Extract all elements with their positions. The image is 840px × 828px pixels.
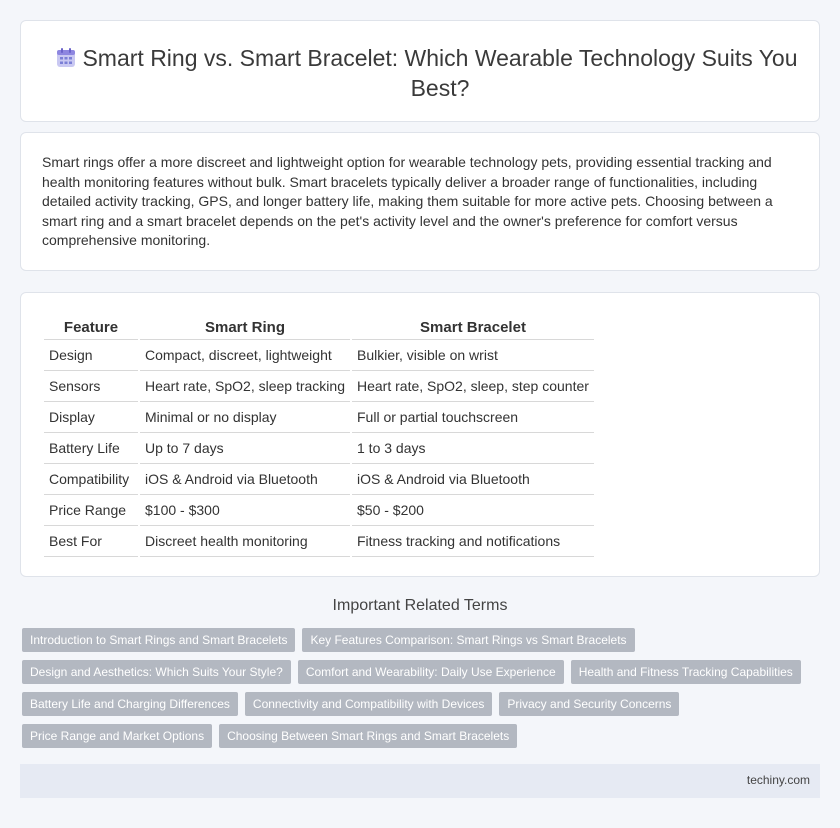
table-row (44, 371, 594, 402)
intro-card (20, 132, 820, 271)
table-cell: Minimal or no display (140, 402, 350, 433)
table-cell: $100 - $300 (140, 495, 350, 526)
related-term-tag[interactable]: Key Features Comparison: Smart Rings vs Smart Bracelets (302, 628, 634, 652)
related-term-tag[interactable]: Price Range and Market Options (22, 724, 212, 748)
table-cell: Display (44, 402, 138, 433)
related-term-tag[interactable]: Connectivity and Compatibility with Devices (245, 692, 492, 716)
table-cell: Design (44, 340, 138, 371)
tag-row (22, 660, 822, 684)
header-card (20, 20, 820, 122)
column-header-feature: Feature (44, 315, 138, 340)
related-term-tag[interactable]: Privacy and Security Concerns (499, 692, 679, 716)
related-term-tag[interactable]: Comfort and Wearability: Daily Use Experience (298, 660, 564, 684)
table-cell: iOS & Android via Bluetooth (352, 464, 594, 495)
related-terms-title: Important Related Terms (332, 597, 508, 614)
table-cell: Discreet health monitoring (140, 526, 350, 557)
table-header-row (44, 315, 594, 340)
table-cell: Battery Life (44, 433, 138, 464)
table-cell: Sensors (44, 371, 138, 402)
comparison-table (42, 315, 596, 557)
table-cell: Full or partial touchscreen (352, 402, 594, 433)
column-header-smart-bracelet: Smart Bracelet (352, 315, 594, 340)
table-row (44, 402, 594, 433)
table-cell: Best For (44, 526, 138, 557)
footer-site-name[interactable]: techiny.com (746, 773, 810, 787)
tag-row (22, 724, 822, 748)
footer (20, 764, 820, 798)
calendar-icon (55, 47, 77, 69)
table-row (44, 464, 594, 495)
related-term-tag[interactable]: Battery Life and Charging Differences (22, 692, 238, 716)
table-row (44, 433, 594, 464)
page-title: Smart Ring vs. Smart Bracelet: Which Wearable Technology Suits You Best? (82, 45, 798, 101)
table-cell: Fitness tracking and notifications (352, 526, 594, 557)
related-term-tag[interactable]: Introduction to Smart Rings and Smart Bracelets (22, 628, 295, 652)
table-row (44, 526, 594, 557)
intro-paragraph: Smart rings offer a more discreet and lightweight option for wearable technology pets, providing essential tracking and health monitoring features without bulk. Smart bracelets typically deliver a broader range of functionalities, including detailed activity tracking, GPS, and longer battery life, making them suitable for more active pets. Choosing between a smart ring and a smart bracelet depends on the pet's activity level and the owner's preference for comfort versus comprehensive monitoring. (42, 154, 773, 248)
related-term-tag[interactable]: Choosing Between Smart Rings and Smart Bracelets (219, 724, 517, 748)
tag-row (22, 628, 822, 652)
table-row (44, 340, 594, 371)
table-cell: Compatibility (44, 464, 138, 495)
table-cell: Price Range (44, 495, 138, 526)
related-term-tag[interactable]: Health and Fitness Tracking Capabilities (571, 660, 801, 684)
table-cell: iOS & Android via Bluetooth (140, 464, 350, 495)
table-cell: Heart rate, SpO2, sleep, step counter (352, 371, 594, 402)
table-cell: Up to 7 days (140, 433, 350, 464)
related-terms-list (22, 628, 822, 756)
table-cell: $50 - $200 (352, 495, 594, 526)
comparison-table-card (20, 292, 820, 577)
table-row (44, 495, 594, 526)
table-cell: Heart rate, SpO2, sleep tracking (140, 371, 350, 402)
column-header-smart-ring: Smart Ring (140, 315, 350, 340)
related-term-tag[interactable]: Design and Aesthetics: Which Suits Your Style? (22, 660, 291, 684)
table-cell: 1 to 3 days (352, 433, 594, 464)
table-cell: Compact, discreet, lightweight (140, 340, 350, 371)
table-cell: Bulkier, visible on wrist (352, 340, 594, 371)
tag-row (22, 692, 822, 716)
